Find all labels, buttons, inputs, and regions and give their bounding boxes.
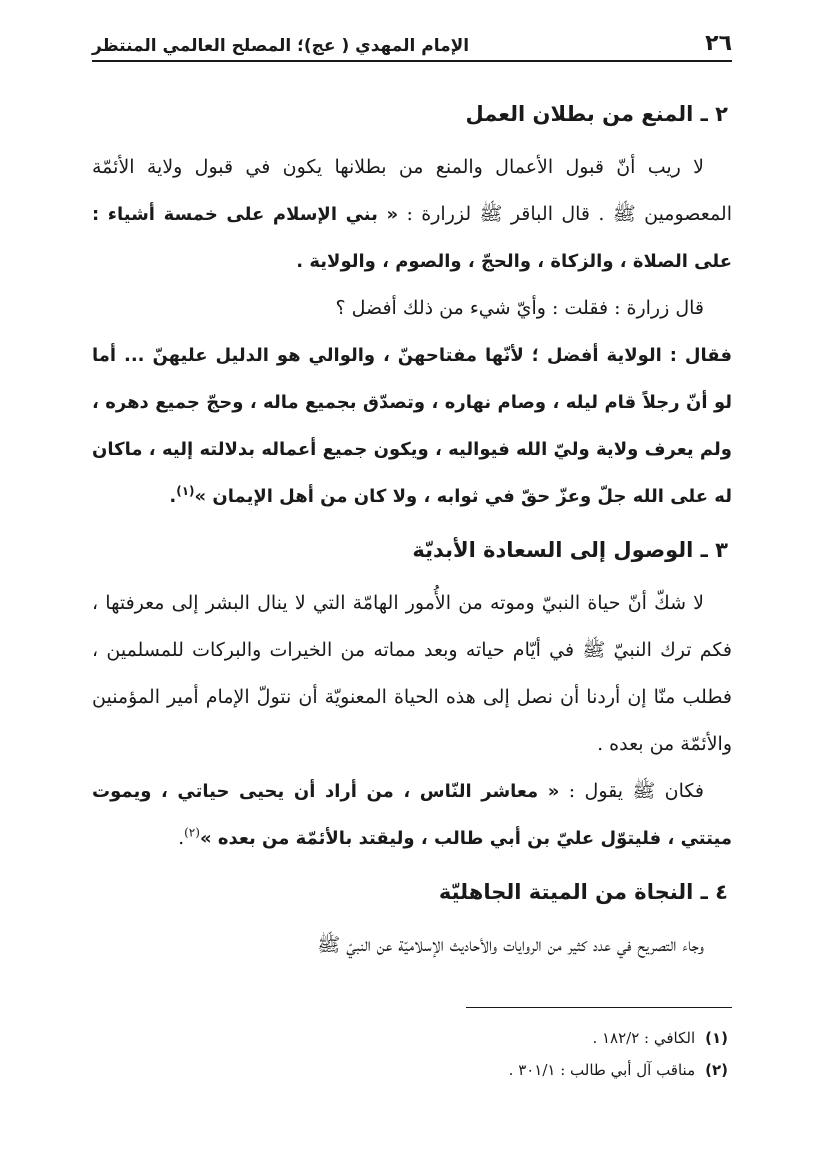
section-2-paragraph-2: قال زرارة : فقلت : وأيّ شيء من ذلك أفضل ؟ <box>335 297 704 319</box>
page-number: ٢٦ <box>705 31 732 56</box>
footnote-2-text: مناقب آل أبي طالب : ٣٠١/١ . <box>508 1061 696 1079</box>
footnote-1 <box>92 1022 732 1054</box>
footnote-2-number: (٢) <box>705 1061 728 1079</box>
baqir-hadith-quote: « بني الإسلام على خمسة أشياء : على الصلاة ، والزكاة ، والحجّ ، والصوم ، والولاية . <box>92 204 732 272</box>
section-2-paragraph-3 <box>92 332 732 520</box>
section-2-paragraph-3-text: فقال : الولاية أفضل ؛ لأنّها مفتاحهنّ ، والوالي هو الدليل عليهنّ ... أما لو أنّ رجلاً قام ليله ، وصام نهاره ، وتصدّق بجميع ماله ، وحجّ جميع دهره ، ولم يعرف ولاية وليّ الله فيواليه ، ويكون جميع أعماله بدلالته إليه ، ماكان له على الله جلّ وعزّ حقّ في ثوابه ، ولا كان من أهل الإيمان » <box>92 345 732 507</box>
section-4-paragraph-1: وجاء التصريح في عدد كثير من الروايات والأحاديث الإسلاميّة عن النبيّ ﷺ <box>317 934 704 956</box>
section-heading-3: ٣ ـ الوصول إلى السعادة الأبديّة <box>412 538 728 562</box>
section-heading-2: ٢ ـ المنع من بطلان العمل <box>465 102 728 126</box>
section-2-paragraph-1-text: لا ريب أنّ قبول الأعمال والمنع من بطلانها يكون في قبول ولاية الأئمّة المعصومين ﷺ . قال الباقر ﷺ لزرارة : <box>92 156 732 225</box>
section-3-paragraph-1: لا شكّ أنّ حياة النبيّ وموته من الأُمور الهامّة التي لا ينال البشر إلى معرفتها ، فكم ترك النبيّ ﷺ في أيّام حياته وبعد مماته من الخيرات والبركات للمسلمين ، فطلب منّا إن أردنا أن نصل إلى هذه الحياة المعنويّة أن نتولّ الإمام أمير المؤمنين والأئمّة من بعده . <box>92 592 732 755</box>
footnote-1-number: (١) <box>705 1029 728 1047</box>
section-3-paragraph-2-intro: فكان ﷺ يقول : <box>568 780 704 802</box>
section-heading-4: ٤ ـ النجاة من الميتة الجاهليّة <box>438 880 728 904</box>
footnote-ref-1[interactable]: (١) <box>176 484 195 498</box>
footnote-2 <box>92 1054 732 1086</box>
footnote-divider <box>466 1007 732 1008</box>
section-3-paragraph-2-end: . <box>178 827 185 849</box>
section-2-paragraph-3-end: . <box>169 486 177 507</box>
running-header <box>92 26 732 62</box>
prophet-hadith-quote: « معاشر النّاس ، من أراد أن يحيى حياتي ، ويموت ميتتي ، فليتوّل عليّ بن أبي طالب ، وليقتد بالأئمّة من بعده » <box>92 781 732 849</box>
section-2-paragraph-1 <box>92 144 732 285</box>
page-body <box>92 92 732 969</box>
footnote-ref-2[interactable]: (٢) <box>184 825 200 840</box>
footnote-1-text: الكافي : ١٨٢/٢ . <box>592 1029 696 1047</box>
running-title: الإمام المهدي ( عج)؛ المصلح العالمي المنتظر <box>92 36 470 56</box>
footnotes <box>92 1022 732 1086</box>
section-3-paragraph-2 <box>92 768 732 862</box>
